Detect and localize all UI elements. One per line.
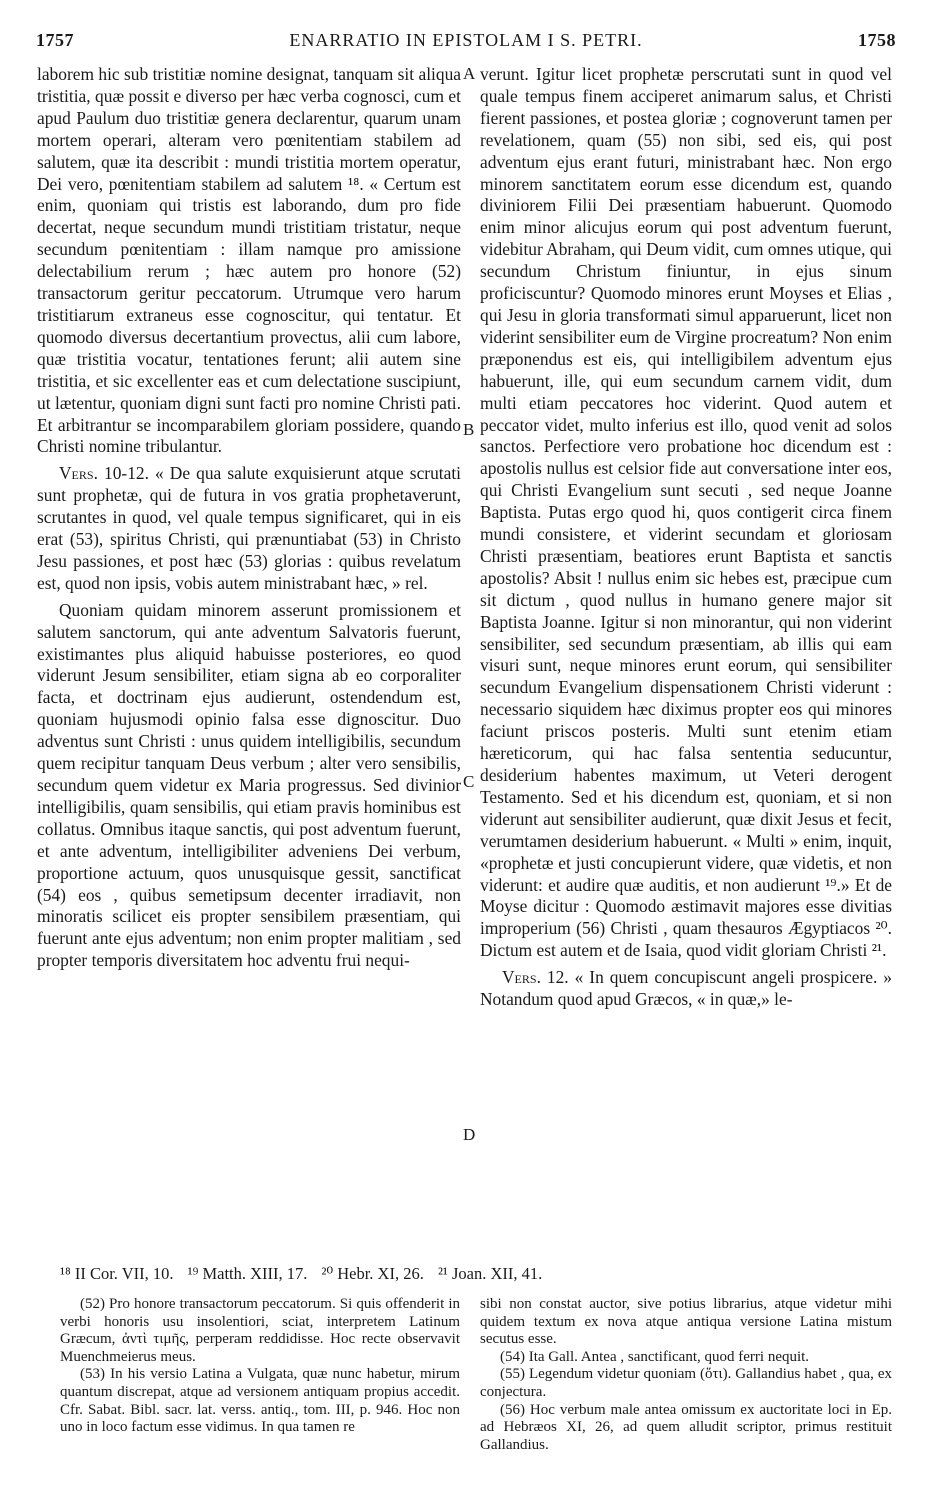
paragraph: Quoniam quidam minorem asserunt promissionem et salutem sanctorum, qui ante adventum Salvatoris fuerunt, existimantes plus aliquid habuisse posteriores, eo quod viderunt Jesum sensibiliter, etiam signa ab eo corporaliter facta, et doctrinam ejus audierunt, ostendendum est, quoniam hujusmodi opinio falsa esse dignoscitur. Duo adventus sunt Christi : unus quidem intelligibilis, secundum quem recipitur tanquam Deus verbum ; alter vero sensibilis, secundum quem videtur ex Maria progressus. Sed divinior intelligibilis, quam sensibilis, qui etiam pravis hominibus est collatus. Omnibus itaque sanctis, qui post adventum fuerunt, et ante adventum, intelligibiliter adveniens Dei verbum, proportione actuum, quos unusquisque gessit, sanctificat (54) eos , quibus semetipsum decenter irradiavit, non minoratis scilicet eis propter sensibilem præsentiam, qui fuerunt ante ejus adventum; non enim propter malitiam , sed propter temporis diversitatem hoc adventu frui nequi-	[37, 599, 461, 971]
scripture-reference: ²⁰ Hebr. XI, 26.	[321, 1264, 424, 1283]
verse-text: 10-12. « De qua salute exquisierunt atque scrutati sunt prophetæ, qui de futura in vos gratia prophetaverunt, scrutantes in quod, vel quale tempus significaret, qui in eis erat (53), spiritus Christi, qui prænuntiabat (53) in Christo Jesu passiones, et post hæc (53) glorias : quibus revelatum est, quod non ipsis, vobis autem ministrabant hæc, » rel.	[37, 463, 461, 593]
margin-letter-d: D	[463, 1125, 476, 1144]
footnote-continuation: sibi non constat auctor, sive potius librarius, atque videtur mihi quidem textum ex nova atque antiqua versione Latina mistum secutus esse.	[480, 1296, 892, 1348]
scripture-reference: ¹⁸ II Cor. VII, 10.	[60, 1264, 174, 1283]
scripture-references	[60, 1264, 552, 1284]
footnote: (52) Pro honore transactorum peccatorum. Si quis offenderit in verbi honoris usu insolentiori, sciat, interpretem Latinum Græcum, ἀντὶ τιμῆς, perperam reddidisse. Hoc recte observavit Muenchmeierus meus.	[60, 1296, 460, 1365]
footnotes-left	[60, 1296, 460, 1437]
footnote: (56) Hoc verbum male antea omissum ex auctoritate loci in Ep. ad Hebræos XI, 26, ad quem alludit scriptor, primus restituit Gallandius.	[480, 1401, 892, 1453]
footnote: (53) In his versio Latina a Vulgata, quæ nunc habetur, mirum quantum discrepat, atque ad versionem antiquam propius accedit. Cfr. Sabat. Bibl. sacr. lat. verss. antiq., tom. III, p. 946. Hoc non uno in loco factum esse vidimus. In qua tamen re	[60, 1366, 460, 1436]
footnote: (55) Legendum videtur quoniam (ὅτι). Gallandius habet , qua, ex conjectura.	[480, 1366, 892, 1400]
verse-paragraph	[37, 463, 461, 594]
verse-paragraph	[480, 967, 892, 1011]
paragraph: laborem hic sub tristitiæ nomine designat, tanquam sit aliqua tristitia, quæ possit e diverso per hæc verba cognosci, cum et apud Paulum duo tristitiæ genera declarentur, quarum unam mortem operari, alteram vero pœnitentiam stabilem ad salutem, quæ ita describit : mundi tristitia mortem operatur, Dei vero, pœnitentiam stabilem ad salutem ¹⁸. « Certum est enim, quoniam qui tristis est laborando, dum pro fide decertat, neque secundum mundi tristitiam tristatur, neque secundum pœnitentiam : illam namque pro amissione delectabilium rerum ; hæc autem pro honore (52) transactorum geritur peccatorum. Utrumque vero harum tristitiarum extraneus esse cognoscitur, qui tentatur. Et quomodo diversus decertantium provectus, alii cum labore, quæ tristitia vocatur, tentationes ferunt; alii autem sine tristitia, et sic excellenter eas et cum delectatione suscipiunt, ut lætentur, quoniam digni sunt facti pro nomine Christi pati. Et arbitrantur se incomparabilem gloriam possidere, quando Christi nomine tribulantur.	[37, 64, 461, 457]
margin-letter-c: C	[463, 772, 475, 791]
paragraph: verunt. Igitur licet prophetæ perscrutati sunt in quod vel quale tempus finem acciperet animarum salus, et Christi fierent passiones, et postea gloriæ ; cognoverunt tamen per revelationem, quam (55) non sibi, sed eis, qui post adventum ejus erant futuri, ministrabant hæc. Non ergo minorem sanctitatem eorum esse dicendum est, quando diviniorem Filii Dei præsentiam habuerunt. Quomodo enim minor alicujus eorum qui post adventum fuerunt, videbitur Abraham, qui Deum vidit, cum omnes utique, qui secundum Christum finiuntur, in ejus sinum proficiscuntur? Quomodo minores erunt Moyses et Elias , qui Jesu in gloria transformati simul apparuerunt, licet non viderint sensibiliter eum de Virgine procreatum? Non enim præponendus est eis, qui intelligibilem adventum ejus habuerunt, ille, qui eum secundum carnem vidit, dum multi etiam peccatores hoc viderint. Quod autem et peccator videt, multo inferius est illo, quod venit ad solos sanctos. Perfectiore vero probatione hoc dicendum est : apostolis nullus est celsior fide aut conversatione inter eos, qui Christi Evangelium sunt secuti , sed neque Joanne Baptista. Putas ergo quod hi, quos contigerit circa finem mundi consistere, et viderint secundam et gloriosam Christi præsentiam, beatiores erunt Baptista et sanctis apostolis? Absit ! nullus enim sic hebes est, præcipue cum sit dictum , quod nullus in humano genere major sit Baptista Joanne. Igitur si non minorantur, qui non viderint sensibiliter, sed secundum præsentiam, ab illis qui eam visuri sunt, neque minores erunt eorum, qui sensibiliter secundum Evangelium dispensationem Christi viderunt : necessario siquidem hæc diximus propter eos qui minores faciunt priscos posteris. Multi sunt etenim etiam hæreticorum, qui hac falsa sententia seducuntur, desiderium habentes maximum, ut Veteri derogent Testamento. Sed et his dicendum est, quoniam, et si non viderunt aut sensibiliter audierunt, quæ dixit Jesus et fecit, verumtamen desiderium habuerunt. « Multi » enim, inquit, «prophetæ et justi concupierunt videre, quæ videtis, et non viderunt: et audire quæ auditis, et non audierunt ¹⁹.» Et de Moyse dicitur : Quomodo æstimavit majores esse divitias improperium (56) Christi , quam thesauros Ægyptiacos ²⁰. Dictum est autem et de Isaia, quod vidit gloriam Christi ²¹.	[480, 64, 892, 961]
left-text-column	[37, 64, 461, 972]
left-column-number: 1757	[36, 30, 74, 50]
margin-letter-a: A	[463, 64, 476, 83]
verse-text: 12. « In quem concupiscunt angeli prospicere. » Notandum quod apud Græcos, « in quæ,» le-	[480, 967, 892, 1010]
right-text-column	[480, 64, 892, 1011]
margin-letter-b: B	[463, 420, 475, 439]
right-column-number: 1758	[858, 30, 896, 50]
verse-label: Vers.	[59, 463, 98, 484]
footnote: (54) Ita Gall. Antea , sanctificant, quod ferri nequit.	[500, 1348, 810, 1365]
scripture-reference: ²¹ Joan. XII, 41.	[437, 1264, 543, 1283]
scripture-reference: ¹⁹ Matth. XIII, 17.	[187, 1264, 308, 1283]
verse-label: Vers.	[502, 967, 541, 988]
footnotes-right	[480, 1296, 892, 1454]
running-title: ENARRATIO IN EPISTOLAM I S. PETRI.	[289, 30, 643, 50]
